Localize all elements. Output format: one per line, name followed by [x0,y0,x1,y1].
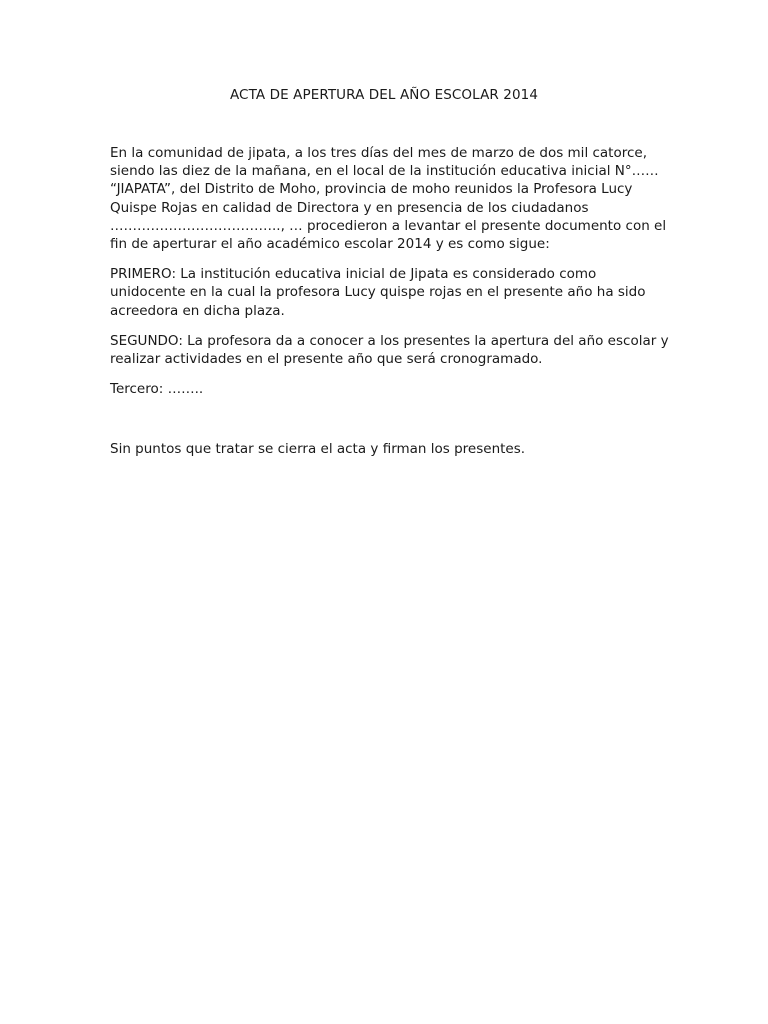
paragraph-tercero: Tercero: …….. [110,381,204,398]
paragraph-intro: En la comunidad de jipata, a los tres días del mes de marzo de dos mil catorce, siendo las diez de la mañana, en el local de la institución educativa inicial N°…… “JIAPATA”, del Distrito de Moho, provincia de moho reunidos la Profesora Lucy Quispe Rojas en calidad de Directora y en presencia de los ciudadanos ……………………………….., … procedieron a levantar el presente documento con el fin de aperturar el año académico escolar 2014 y es como sigue: [110,145,667,253]
paragraph-segundo: SEGUNDO: La profesora da a conocer a los presentes la apertura del año escolar y realizar actividades en el presente año que será cronogramado. [110,332,669,368]
paragraph-primero: PRIMERO: La institución educativa inicial de Jipata es considerado como unidocente en la cual la profesora Lucy quispe rojas en el presente año ha sido acreedora en dicha plaza. [110,266,646,319]
paragraph-closing: Sin puntos que tratar se cierra el acta y firman los presentes. [110,441,526,458]
document-title: ACTA DE APERTURA DEL AÑO ESCOLAR 2014 [229,87,539,103]
document-body [110,144,670,459]
